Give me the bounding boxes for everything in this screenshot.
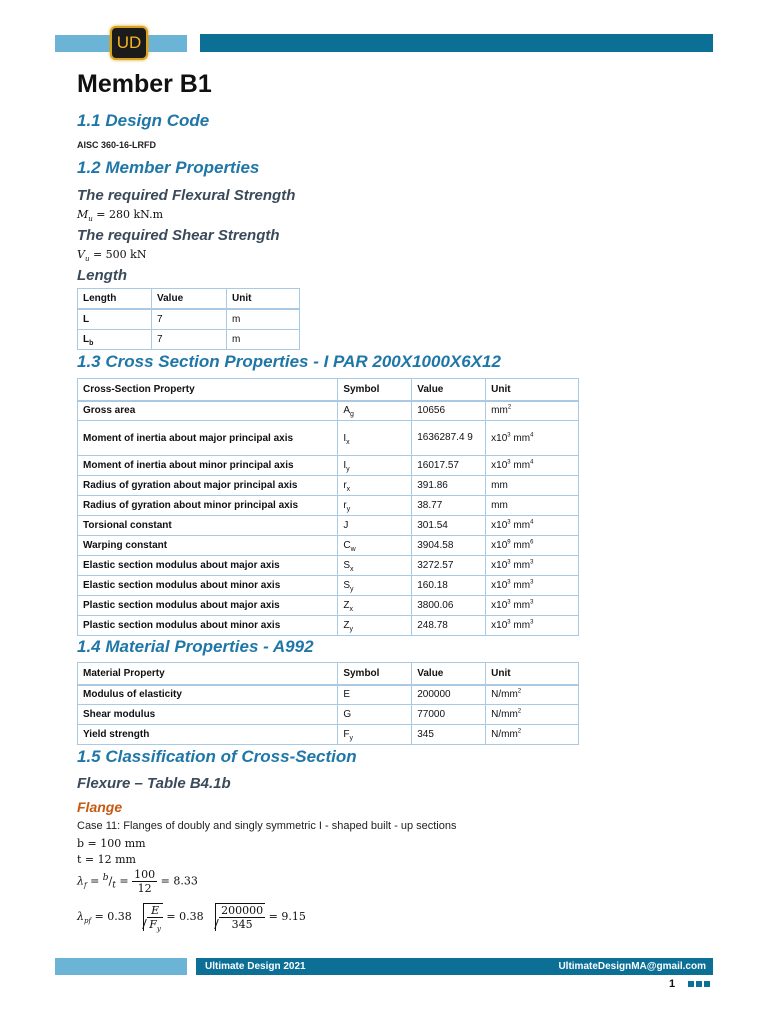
value-cell: 248.78 <box>412 616 486 636</box>
table-row: $L_b$ 7 m <box>78 330 300 350</box>
heading-material: 1.4 Material Properties - A992 <box>77 637 314 656</box>
property-cell: Elastic section modulus about minor axis <box>78 576 338 596</box>
cross-section-table <box>77 378 579 636</box>
table-row <box>78 456 579 476</box>
property-cell: Plastic section modulus about minor axis <box>78 616 338 636</box>
column-header: Symbol <box>338 663 412 685</box>
design-code-value: AISC 360-16-LRFD <box>77 140 157 150</box>
unit-cell: $N/mm^2$ <box>486 685 579 705</box>
column-header: Unit <box>486 379 579 401</box>
page-number: 1 <box>669 978 676 990</box>
unit-cell: $N/mm^2$ <box>486 705 579 725</box>
page-marker-icon <box>696 981 702 987</box>
heading-flexure: Flexure – Table B4.1b <box>77 775 231 792</box>
property-cell: Moment of inertia about major principal axis <box>78 421 338 456</box>
header-bar-dark <box>200 34 713 52</box>
column-header: Value <box>412 379 486 401</box>
table-row <box>78 401 579 421</box>
value-cell: 3272.57 <box>412 556 486 576</box>
table-row <box>78 421 579 456</box>
property-cell: Torsional constant <box>78 516 338 536</box>
unit-cell: $mm^2$ <box>486 401 579 421</box>
table-row <box>78 616 579 636</box>
length-table <box>77 288 300 350</box>
symbol-cell: E <box>338 685 412 705</box>
value-cell: 301.54 <box>412 516 486 536</box>
unit-cell: $x10^3$ $mm^3$ <box>486 596 579 616</box>
table-header-row: Length Value Unit <box>78 289 300 309</box>
symbol-cell: $S_x$ <box>338 556 412 576</box>
symbol-cell: $r_y$ <box>338 496 412 516</box>
column-header: Value <box>412 663 486 685</box>
value-cell: 391.86 <box>412 476 486 496</box>
value-cell: 77000 <box>412 705 486 725</box>
unit-cell: mm <box>486 496 579 516</box>
page-title: Member B1 <box>77 70 212 98</box>
column-header: Unit <box>486 663 579 685</box>
value-cell: 345 <box>412 725 486 745</box>
lambda-pf-equation: $\lambda_{pf} = 0.38$ $\frac{E}{F_y}$ = 0.38 $\frac{200000}{345}$ = 9.15 <box>77 904 306 934</box>
table-row <box>78 705 579 725</box>
value-cell: 16017.57 <box>412 456 486 476</box>
table-row <box>78 476 579 496</box>
unit-cell: $x10^3$ $mm^4$ <box>486 516 579 536</box>
lambda-f-equation: $\lambda_f = ^b/_t$ = $\frac{100}{12}$ = 8.33 <box>77 868 198 895</box>
column-header: Cross-Section Property <box>78 379 338 401</box>
heading-cross-section: 1.3 Cross Section Properties - I PAR 200X1000X6X12 <box>77 352 501 371</box>
property-cell: Radius of gyration about minor principal axis <box>78 496 338 516</box>
t-equation: t = 12 mm <box>77 853 136 866</box>
unit-cell: $x10^3$ $mm^4$ <box>486 421 579 456</box>
mu-equation: $M_u = 280$ kN.m <box>77 208 164 224</box>
unit-cell: mm <box>486 476 579 496</box>
heading-length: Length <box>77 267 127 284</box>
value-cell: 3904.58 <box>412 536 486 556</box>
heading-flexural-strength: The required Flexural Strength <box>77 187 296 204</box>
symbol-cell: $I_y$ <box>338 456 412 476</box>
heading-flange: Flange <box>77 799 123 815</box>
unit-cell: $x10^3$ $mm^3$ <box>486 616 579 636</box>
table-row <box>78 516 579 536</box>
symbol-cell: $Z_x$ <box>338 596 412 616</box>
property-cell: Moment of inertia about minor principal axis <box>78 456 338 476</box>
footer-email: UltimateDesignMA@gmail.com <box>558 961 706 972</box>
case-text: Case 11: Flanges of doubly and singly symmetric I - shaped built - up sections <box>77 820 457 832</box>
vu-equation: $V_u = 500$ kN <box>77 248 147 264</box>
footer-bar-light <box>55 958 187 975</box>
table-row: L 7 m <box>78 309 300 330</box>
page-marker-icon <box>704 981 710 987</box>
unit-cell: $N/mm^2$ <box>486 725 579 745</box>
symbol-cell: $F_y$ <box>338 725 412 745</box>
symbol-cell: $S_y$ <box>338 576 412 596</box>
value-cell: 10656 <box>412 401 486 421</box>
unit-cell: $x10^3$ $mm^3$ <box>486 576 579 596</box>
property-cell: Shear modulus <box>78 705 338 725</box>
value-cell: 200000 <box>412 685 486 705</box>
property-cell: Modulus of elasticity <box>78 685 338 705</box>
table-row <box>78 685 579 705</box>
property-cell: Radius of gyration about major principal axis <box>78 476 338 496</box>
page-marker-icon <box>688 981 694 987</box>
unit-cell: $x10^9$ $mm^6$ <box>486 536 579 556</box>
unit-cell: $x10^3$ $mm^4$ <box>486 456 579 476</box>
property-cell: Gross area <box>78 401 338 421</box>
value-cell: 1636287.4 9 <box>412 421 486 456</box>
table-row <box>78 536 579 556</box>
symbol-cell: J <box>338 516 412 536</box>
table-row <box>78 725 579 745</box>
value-cell: 3800.06 <box>412 596 486 616</box>
symbol-cell: $Z_y$ <box>338 616 412 636</box>
column-header: Material Property <box>78 663 338 685</box>
property-cell: Warping constant <box>78 536 338 556</box>
table-header-row <box>78 663 579 685</box>
table-row <box>78 576 579 596</box>
heading-shear-strength: The required Shear Strength <box>77 227 280 244</box>
ud-logo: UD <box>110 26 148 60</box>
footer-brand: Ultimate Design 2021 <box>205 961 306 972</box>
column-header: Symbol <box>338 379 412 401</box>
table-header-row <box>78 379 579 401</box>
table-row <box>78 556 579 576</box>
symbol-cell: $I_x$ <box>338 421 412 456</box>
symbol-cell: G <box>338 705 412 725</box>
symbol-cell: $C_w$ <box>338 536 412 556</box>
material-table <box>77 662 579 745</box>
table-row <box>78 496 579 516</box>
heading-classification: 1.5 Classification of Cross-Section <box>77 747 357 766</box>
symbol-cell: $A_g$ <box>338 401 412 421</box>
property-cell: Plastic section modulus about major axis <box>78 596 338 616</box>
symbol-cell: $r_x$ <box>338 476 412 496</box>
unit-cell: $x10^3$ $mm^3$ <box>486 556 579 576</box>
value-cell: 160.18 <box>412 576 486 596</box>
b-equation: b = 100 mm <box>77 837 146 850</box>
property-cell: Elastic section modulus about major axis <box>78 556 338 576</box>
table-row <box>78 596 579 616</box>
property-cell: Yield strength <box>78 725 338 745</box>
value-cell: 38.77 <box>412 496 486 516</box>
heading-member-properties: 1.2 Member Properties <box>77 158 260 177</box>
heading-design-code: 1.1 Design Code <box>77 111 210 130</box>
